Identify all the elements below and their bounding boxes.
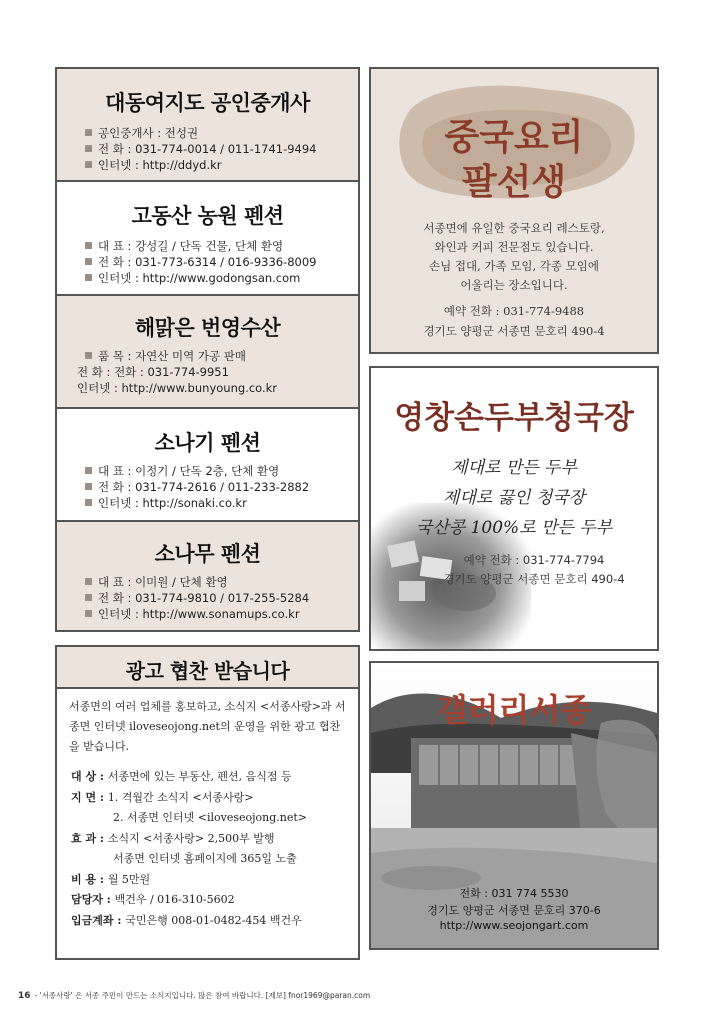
detail-line: 서종면 인터넷 홈페이지에 365일 노출 bbox=[113, 852, 297, 865]
square-bullet-icon bbox=[85, 578, 92, 585]
chinese-address: 경기도 양평군 서종면 문호리 490-4 bbox=[423, 324, 605, 338]
listing-row: 대 표 : 강성길 / 단독 건물, 단체 환영 bbox=[85, 238, 358, 254]
chinese-description: 서종면에 유일한 중국요리 레스토랑, 와인과 커피 전문점도 있습니다. 손님 접대, 가족 모임, 각종 모임에 어울리는 장소입니다. bbox=[423, 221, 605, 292]
listing-title: 소나무 펜션 bbox=[154, 542, 261, 566]
gallery-ad bbox=[369, 661, 659, 950]
listing-title: 대동여지도 공인중개사 bbox=[105, 91, 310, 115]
square-bullet-icon bbox=[85, 161, 92, 168]
listing-row: 전 화 : 031-774-2616 / 011-233-2882 bbox=[85, 479, 358, 495]
gallery-url: http://www.seojongart.com bbox=[439, 919, 589, 932]
tofu-restaurant-ad bbox=[369, 366, 659, 651]
square-bullet-icon bbox=[85, 274, 92, 281]
square-bullet-icon bbox=[85, 258, 92, 265]
square-bullet-icon bbox=[85, 594, 92, 601]
page-footer bbox=[18, 990, 370, 1001]
listing-row: 전 화 : 031-774-9810 / 017-255-5284 bbox=[85, 590, 358, 606]
ad-sponsor-details bbox=[71, 767, 352, 931]
listing-sonamu bbox=[57, 522, 358, 630]
tofu-address: 경기도 양평군 서종면 문호리 490-4 bbox=[443, 572, 625, 586]
ad-sponsor-header bbox=[57, 647, 358, 689]
listing-godongsan bbox=[57, 182, 358, 296]
listing-row: 인터넷 : http://www.godongsan.com bbox=[85, 270, 358, 286]
listing-title: 해맑은 번영수산 bbox=[134, 316, 281, 340]
detail-line: 2. 서종면 인터넷 <iloveseojong.net> bbox=[113, 811, 308, 824]
chinese-phone: 예약 전화 : 031-774-9488 bbox=[443, 304, 585, 318]
square-bullet-icon bbox=[85, 499, 92, 506]
chinese-title-line2: 팔선생 bbox=[461, 161, 567, 203]
square-bullet-icon bbox=[85, 242, 92, 249]
listing-row: 품 목 : 자연산 미역 가공 판매 bbox=[85, 348, 358, 364]
square-bullet-icon bbox=[85, 610, 92, 617]
detail-line: 지 면 : 1. 격월간 소식지 <서종사랑> bbox=[71, 790, 254, 804]
square-bullet-icon bbox=[85, 129, 92, 136]
footer-text: - '서종사랑' 은 서종 주민이 만드는 소식지입니다. 많은 참여 바랍니다. [제보] fnor1969@paran.com bbox=[34, 991, 371, 1000]
chinese-title-line1: 중국요리 bbox=[444, 116, 584, 158]
listing-row: 인터넷 : http://sonaki.co.kr bbox=[85, 495, 358, 511]
ad-sponsor-intro: 서종면의 여러 업체를 홍보하고, 소식지 <서종사랑>과 서종면 인터넷 iloveseojong.net의 운영을 위한 광고 협찬을 받습니다. bbox=[69, 700, 346, 753]
listing-row: 전 화 : 031-773-6314 / 016-9336-8009 bbox=[85, 254, 358, 270]
detail-line: 입금계좌 : 국민은행 008-01-0482-454 백건우 bbox=[71, 913, 302, 927]
listing-row: 인터넷 : http://www.bunyoung.co.kr bbox=[77, 381, 278, 395]
detail-line: 효 과 : 소식지 <서종사랑> 2,500부 발행 bbox=[71, 831, 275, 845]
listing-row: 전 화 : 전화 : 031-774-9951 bbox=[77, 365, 229, 379]
tofu-phone: 예약 전화 : 031-774-7794 bbox=[463, 553, 605, 567]
listing-row: 대 표 : 이미원 / 단체 환영 bbox=[85, 574, 358, 590]
business-listings bbox=[55, 67, 360, 632]
square-bullet-icon bbox=[85, 145, 92, 152]
gallery-phone: 전화 : 031 774 5530 bbox=[459, 887, 569, 900]
listing-row: 인터넷 : http://ddyd.kr bbox=[85, 157, 358, 173]
listing-row: 인터넷 : http://www.sonamups.co.kr bbox=[85, 606, 358, 622]
detail-line: 담당자 : 백건우 / 016-310-5602 bbox=[71, 893, 235, 906]
chinese-restaurant-ad bbox=[369, 67, 659, 354]
listing-sonaki bbox=[57, 409, 358, 522]
ad-sponsor-box bbox=[55, 645, 360, 960]
ad-sponsor-title: 광고 협찬 받습니다 bbox=[125, 659, 290, 683]
detail-line: 비 용 : 월 5만원 bbox=[71, 872, 151, 886]
listing-ddyd bbox=[57, 69, 358, 182]
listing-row: 전 화 : 031-774-0014 / 011-1741-9494 bbox=[85, 141, 358, 157]
page-number: 16 bbox=[18, 991, 31, 1001]
detail-line: 대 상 : 서종면에 있는 부동산, 펜션, 음식점 등 bbox=[71, 770, 292, 783]
listing-bunyoung bbox=[57, 296, 358, 409]
square-bullet-icon bbox=[85, 352, 92, 359]
listing-title: 소나기 펜션 bbox=[154, 431, 261, 455]
listing-title: 고동산 농원 펜션 bbox=[131, 204, 284, 228]
gallery-address: 경기도 양평군 서종면 문호리 370-6 bbox=[427, 904, 601, 917]
gallery-title: 갤러리서종 bbox=[436, 691, 592, 729]
square-bullet-icon bbox=[85, 467, 92, 474]
listing-row: 대 표 : 이정기 / 단독 2층, 단체 환영 bbox=[85, 463, 358, 479]
tofu-slogans: 제대로 만든 두부 제대로 끓인 청국장 국산콩 100%로 만든 두부 bbox=[415, 458, 613, 538]
tofu-title: 영창손두부청국장 bbox=[394, 400, 634, 436]
listing-row: 공인중개사 : 전성권 bbox=[85, 125, 358, 141]
square-bullet-icon bbox=[85, 483, 92, 490]
